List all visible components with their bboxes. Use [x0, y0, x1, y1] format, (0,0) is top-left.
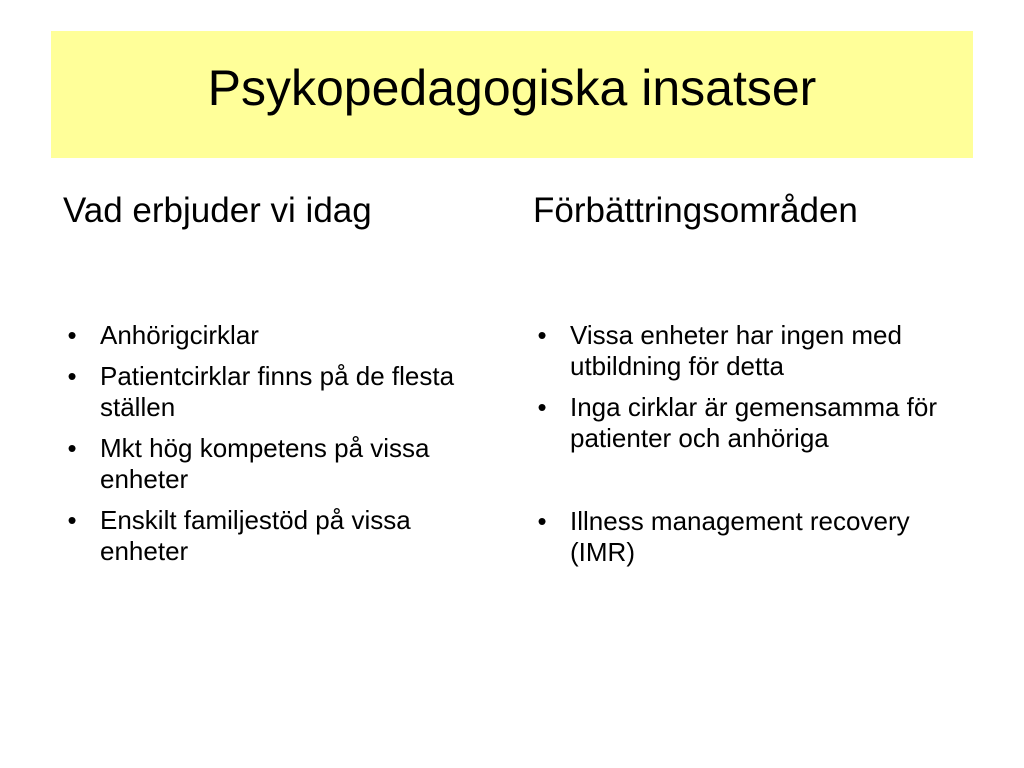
list-item-text: Mkt hög kompetens på vissa enheter — [100, 433, 430, 494]
list-item-text: Patientcirklar finns på de flesta ställen — [100, 361, 455, 422]
right-bullet-list — [532, 320, 952, 578]
list-item-text: Illness management recovery (IMR) — [570, 506, 910, 567]
left-column-heading: Vad erbjuder vi idag — [63, 191, 372, 230]
left-bullet-list — [62, 320, 492, 577]
list-item — [62, 505, 492, 567]
list-item — [62, 361, 492, 423]
list-item-text: Enskilt familjestöd på vissa enheter — [100, 505, 411, 566]
list-item-text: Anhörigcirklar — [100, 320, 259, 350]
list-item-text: Inga cirklar är gemensamma för patienter och anhöriga — [570, 392, 938, 453]
bullet-icon: • — [67, 433, 77, 463]
list-item — [532, 392, 952, 454]
right-column-heading: Förbättringsområden — [533, 191, 858, 230]
bullet-icon: • — [67, 320, 77, 350]
bullet-icon: • — [537, 320, 547, 350]
list-item — [62, 320, 492, 351]
list-item-text: Vissa enheter har ingen med utbildning för detta — [570, 320, 902, 381]
bullet-icon: • — [67, 505, 77, 535]
title-banner — [51, 31, 973, 158]
bullet-icon: • — [67, 361, 77, 391]
bullet-icon: • — [537, 392, 547, 422]
list-item — [532, 320, 952, 382]
list-item — [62, 433, 492, 495]
slide-title: Psykopedagogiska insatser — [207, 59, 817, 116]
bullet-icon: • — [537, 506, 547, 536]
list-item — [532, 506, 952, 568]
